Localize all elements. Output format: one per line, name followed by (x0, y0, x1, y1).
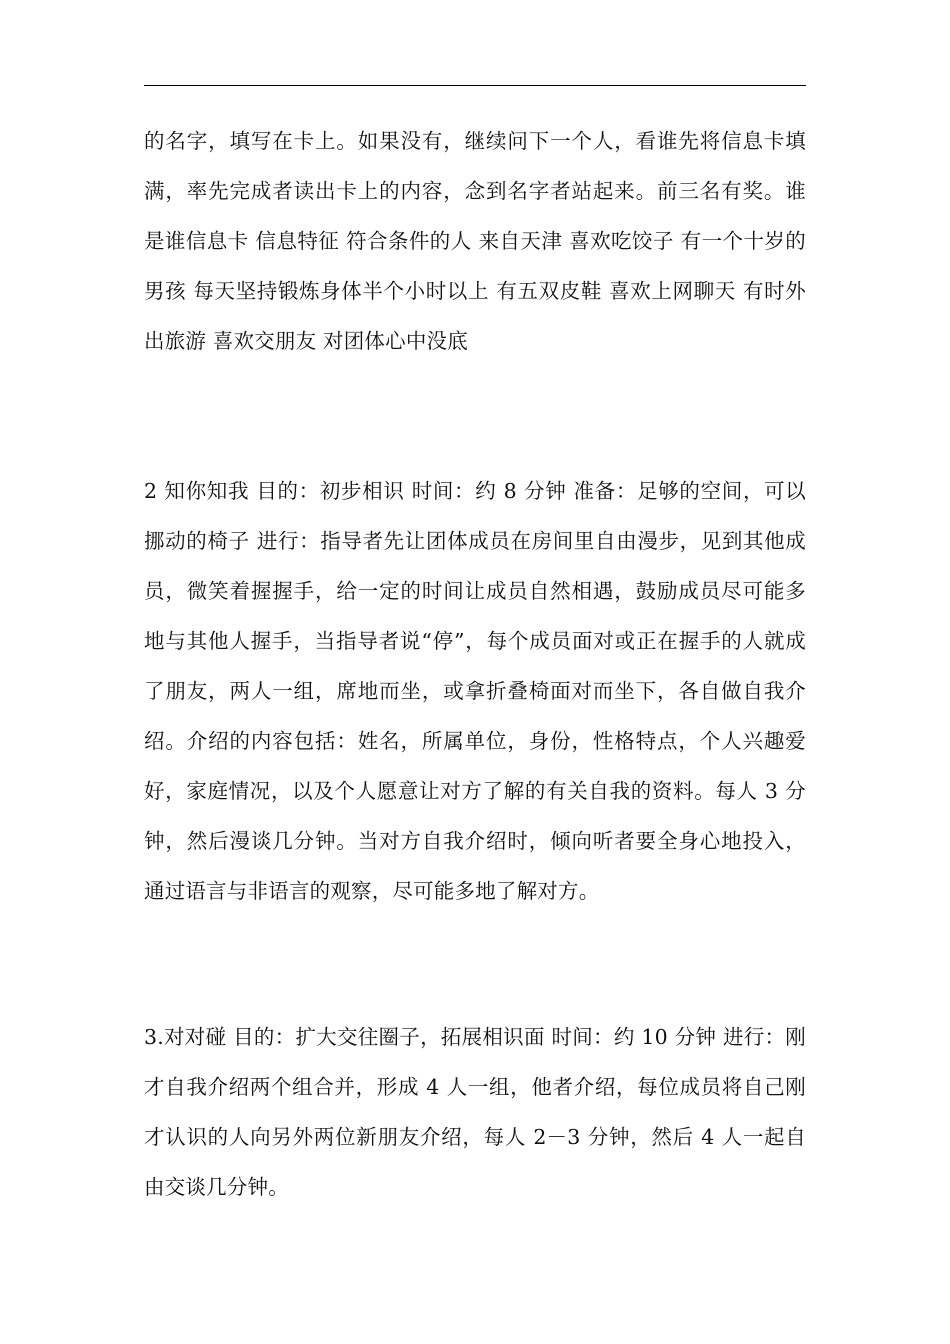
paragraph-know-each-other: 2 知你知我 目的：初步相识 时间：约 8 分钟 准备：足够的空间，可以挪动的椅子 进行：指导者先让团体成员在房间里自由漫步，见到其他成员，微笑着握握手，给一定的时间让成员自然相遇，鼓励成员尽可能多地与其他人握手，当指导者说“停”，每个成员面对或正在握手的人就成了朋友，两人一组，席地而坐，或拿折叠椅面对而坐下，各自做自我介绍。介绍的内容包括：姓名，所属单位，身份，性格特点，个人兴趣爱好，家庭情况，以及个人愿意让对方了解的有关自我的资料。每人 3 分钟，然后漫谈几分钟。当对方自我介绍时，倾向听者要全身心地投入，通过语言与非语言的观察，尽可能多地了解对方。 (144, 479, 806, 903)
paragraph-info-card: 的名字，填写在卡上。如果没有，继续问下一个人，看谁先将信息卡填满，率先完成者读出卡上的内容，念到名字者站起来。前三名有奖。谁是谁信息卡 信息特征 符合条件的人 来自天津 喜欢吃饺子 有一个十岁的男孩 每天坚持锻炼身体半个小时以上 有五双皮鞋 喜欢上网聊天 有时外出旅游 喜欢交朋友 对团体心中没底 (144, 129, 806, 353)
header-rule (144, 85, 806, 86)
paragraph-pair-meet: 3.对对碰 目的：扩大交往圈子，拓展相识面 时间：约 10 分钟 进行：刚才自我介绍两个组合并，形成 4 人一组，他者介绍，每位成员将自己刚才认识的人向另外两位新朋友介绍，每人 2－3 分钟，然后 4 人一起自由交谈几分钟。 (144, 1025, 806, 1199)
